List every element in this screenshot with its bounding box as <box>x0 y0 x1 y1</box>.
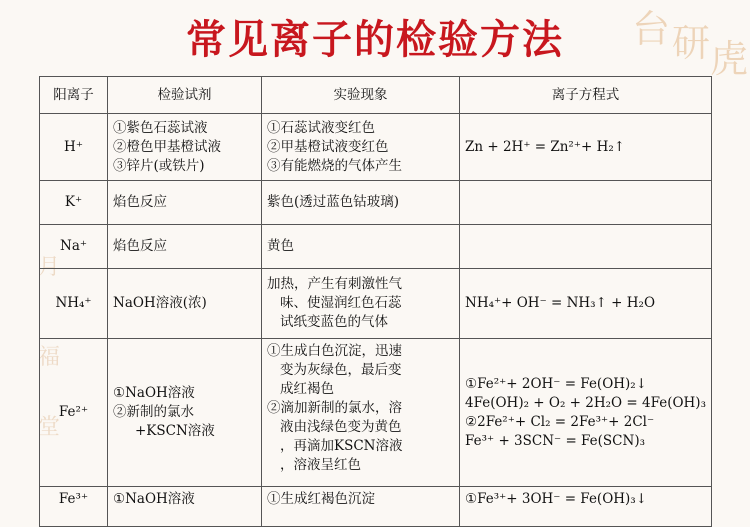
table-row <box>40 114 712 181</box>
table-row <box>40 181 712 225</box>
table-header-row <box>40 77 712 114</box>
equation-cell: ①Fe³⁺+ 3OH⁻ = Fe(OH)₃↓ <box>460 487 712 527</box>
equation-cell <box>460 225 712 269</box>
cation-cell: H⁺ <box>40 114 108 181</box>
seal-watermark: 台 研 虎 <box>632 7 749 81</box>
reagent-cell: ①紫色石蕊试液 ②橙色甲基橙试液 ③锌片(或铁片) <box>108 114 262 181</box>
header-reagent: 检验试剂 <box>108 77 262 114</box>
table-row <box>40 225 712 269</box>
equation-cell <box>460 181 712 225</box>
phenomenon-cell: 加热，产生有刺激性气 味、使湿润红色石蕊 试纸变蓝色的气体 <box>262 269 460 339</box>
table-row <box>40 339 712 487</box>
reagent-cell: NaOH溶液(浓) <box>108 269 262 339</box>
cation-cell: K⁺ <box>40 181 108 225</box>
table-row <box>40 487 712 527</box>
phenomenon-cell: ①生成白色沉淀，迅速 变为灰绿色，最后变 成红褐色 ②滴加新制的氯水，溶 液由浅绿色变为黄色 ，再滴加KSCN溶液 ，溶液呈红色 <box>262 339 460 487</box>
phenomenon-cell: ①石蕊试液变红色 ②甲基橙试液变红色 ③有能燃烧的气体产生 <box>262 114 460 181</box>
cation-cell: NH₄⁺ <box>40 269 108 339</box>
page-title: 常见离子的检验方法 <box>186 16 564 63</box>
equation-cell: NH₄⁺+ OH⁻ = NH₃↑ + H₂O <box>460 269 712 339</box>
header-phenomenon: 实验现象 <box>262 77 460 114</box>
reagent-cell: ①NaOH溶液 <box>108 487 262 527</box>
cation-cell: Na⁺ <box>40 225 108 269</box>
table-row <box>40 269 712 339</box>
phenomenon-cell: 黄色 <box>262 225 460 269</box>
cation-cell: Fe²⁺ <box>40 339 108 487</box>
reagent-cell: ①NaOH溶液 ②新制的氯水 +KSCN溶液 <box>108 339 262 487</box>
reagent-cell: 焰色反应 <box>108 225 262 269</box>
phenomenon-cell: ①生成红褐色沉淀 <box>262 487 460 527</box>
ion-test-table <box>39 76 712 527</box>
equation-cell: Zn + 2H⁺ = Zn²⁺+ H₂↑ <box>460 114 712 181</box>
cation-cell: Fe³⁺ <box>40 487 108 527</box>
header-cation: 阳离子 <box>40 77 108 114</box>
reagent-cell: 焰色反应 <box>108 181 262 225</box>
equation-cell: ①Fe²⁺+ 2OH⁻ = Fe(OH)₂↓ 4Fe(OH)₂ + O₂ + 2H₂O = 4Fe(OH)₃ ②2Fe²⁺+ Cl₂ = 2Fe³⁺+ 2Cl⁻ Fe³⁺ + 3SCN⁻ = Fe(SCN)₃ <box>460 339 712 487</box>
phenomenon-cell: 紫色(透过蓝色钴玻璃) <box>262 181 460 225</box>
header-equation: 离子方程式 <box>460 77 712 114</box>
